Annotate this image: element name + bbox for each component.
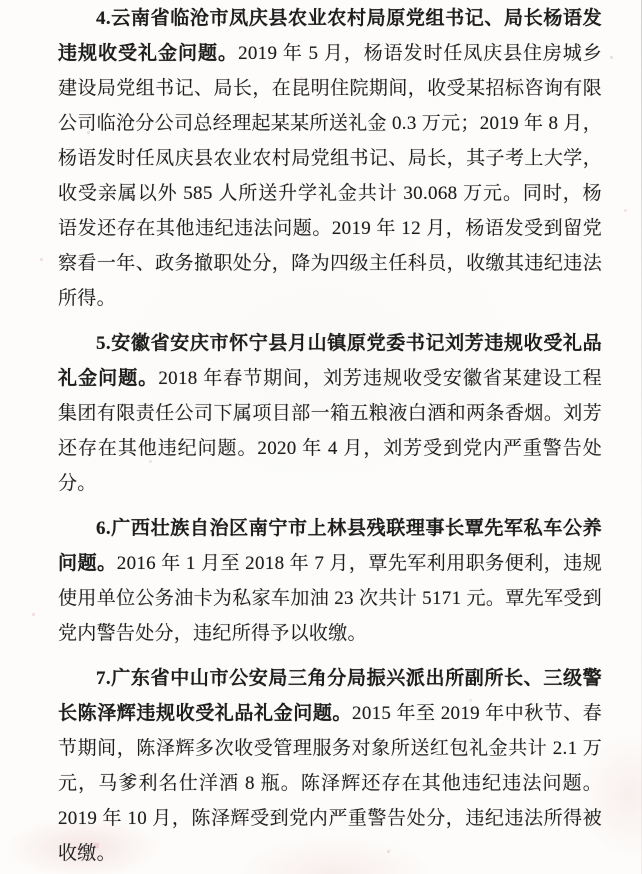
case-5-heading: 5.安徽省安庆市怀宁县月山镇原党委书记刘芳违规收受礼品礼金问题。	[58, 333, 602, 389]
case-paragraph-7	[58, 661, 602, 871]
case-paragraph-5	[58, 326, 602, 501]
case-4-heading: 4.云南省临沧市凤庆县农业农村局原党组书记、局长杨语发违规收受礼金问题。	[58, 8, 602, 64]
case-6-body: 2016 年 1 月至 2018 年 7 月，覃先军利用职务便利，违规使用单位公务油卡为私家车加油 23 次共计 5171 元。覃先军受到党内警告处分，违纪所得予以收缴。	[58, 553, 602, 644]
case-7-heading: 7.广东省中山市公安局三角分局振兴派出所副所长、三级警长陈泽辉违规收受礼品礼金问题。	[58, 668, 602, 724]
case-7-body: 2015 年至 2019 年中秋节、春节期间，陈泽辉多次收受管理服务对象所送红包礼金共计 2.1 万元，马爹利名仕洋酒 8 瓶。陈泽辉还存在其他违纪违法问题。2019 年 10 月，陈泽辉受到党内严重警告处分，违纪违法所得被收缴。	[58, 703, 602, 864]
case-5-body: 2018 年春节期间，刘芳违规收受安徽省某建设工程集团有限责任公司下属项目部一箱五粮液白酒和两条香烟。刘芳还存在其他违纪问题。2020 年 4 月，刘芳受到党内严重警告处分。	[58, 368, 602, 494]
case-4-body: 2019 年 5 月，杨语发时任凤庆县住房城乡建设局党组书记、局长，在昆明住院期间，收受某招标咨询有限公司临沧分公司总经理起某某所送礼金 0.3 万元；2019 年 8 月，杨语发时任凤庆县农业农村局党组书记、局长，其子考上大学，收受亲属以外 585 人所送升学礼金共计 30.068 万元。同时，杨语发还存在其他违纪违法问题。2019 年 12 月，杨语发受到留党察看一年、政务撤职处分，降为四级主任科员，收缴其违纪违法所得。	[58, 43, 603, 309]
case-6-heading: 6.广西壮族自治区南宁市上林县残联理事长覃先军私车公养问题。	[58, 518, 602, 574]
scan-noise-speckles	[0, 0, 1, 1]
document-text	[58, 1, 602, 874]
case-paragraph-4	[58, 1, 602, 316]
case-paragraph-6	[58, 511, 602, 651]
